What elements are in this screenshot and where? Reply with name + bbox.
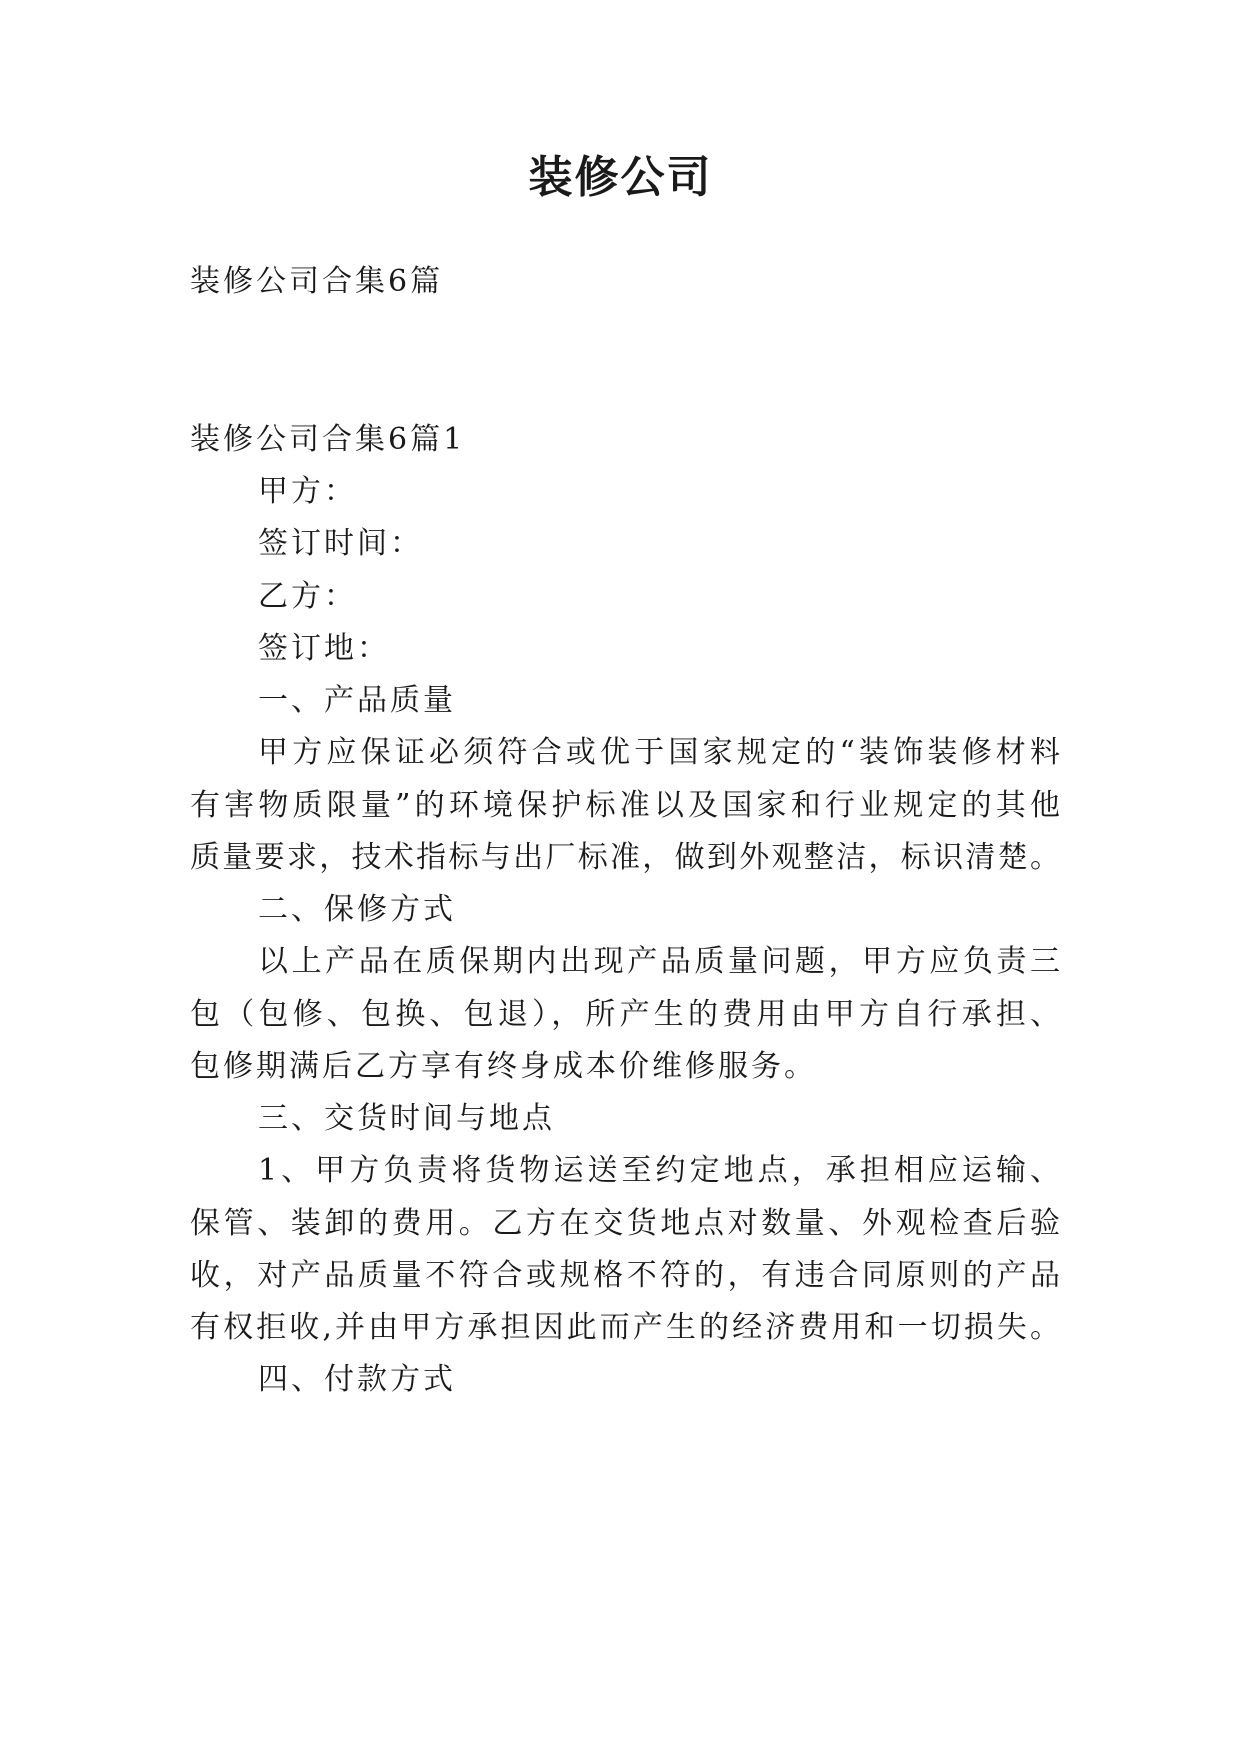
field-party-a: 甲方： (258, 474, 357, 509)
section-1-heading: 一、产品质量 (258, 683, 456, 718)
section-3-paragraph-line: 保管、装卸的费用。乙方在交货地点对数量、外观检查后验 (190, 1206, 1060, 1241)
section-2-heading: 二、保修方式 (258, 892, 456, 927)
section-1-paragraph-line: 甲方应保证必须符合或优于国家规定的“装饰装修材料 (258, 735, 1060, 770)
section-heading: 装修公司合集6篇1 (190, 422, 466, 457)
field-sign-place: 签订地： (258, 631, 390, 666)
section-3-heading: 三、交货时间与地点 (258, 1101, 555, 1136)
section-3-paragraph-line: 收，对产品质量不符合或规格不符的，有违合同原则的产品 (190, 1258, 1060, 1293)
section-2-paragraph-line: 包（包修、包换、包退），所产生的费用由甲方自行承担、 (190, 997, 1060, 1032)
section-2-paragraph-line: 包修期满后乙方享有终身成本价维修服务。 (190, 1049, 817, 1084)
section-1-paragraph-line: 有害物质限量”的环境保护标准以及国家和行业规定的其他 (190, 788, 1060, 823)
document-subtitle: 装修公司合集6篇 (190, 264, 444, 299)
section-1-paragraph-line: 质量要求，技术指标与出厂标准，做到外观整洁，标识清楚。 (190, 840, 1060, 875)
document-title: 装修公司 (528, 152, 713, 203)
section-2-paragraph-line: 以上产品在质保期内出现产品质量问题，甲方应负责三 (258, 944, 1060, 979)
section-3-paragraph-line: 有权拒收,并由甲方承担因此而产生的经济费用和一切损失。 (190, 1310, 1060, 1345)
section-3-paragraph-line: 1、甲方负责将货物运送至约定地点，承担相应运输、 (258, 1153, 1060, 1188)
field-party-b: 乙方： (258, 579, 357, 614)
section-4-heading: 四、付款方式 (258, 1362, 456, 1397)
field-sign-time: 签订时间： (258, 526, 423, 561)
